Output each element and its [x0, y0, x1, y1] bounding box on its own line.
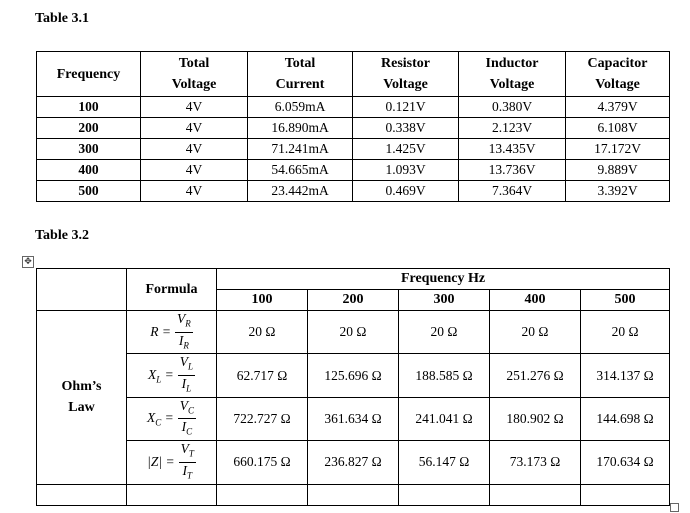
numerator-symbol: V [176, 311, 186, 326]
formula-lhs-symbol: X [147, 366, 157, 382]
numerator-subscript: L [188, 362, 194, 373]
formula-numerator [179, 441, 196, 463]
denominator-subscript: T [186, 470, 192, 481]
numerator-subscript: C [188, 405, 195, 416]
formula-lhs [146, 410, 174, 428]
value-cell: 314.137 Ω [581, 354, 670, 397]
blank-cell [581, 484, 670, 505]
value-cell: 9.889V [566, 160, 670, 181]
frequency-column-header: 200 [308, 290, 399, 311]
formula-numerator [178, 398, 196, 420]
value-cell: 144.698 Ω [581, 397, 670, 440]
formula-denominator [178, 376, 195, 397]
formula-header: Formula [127, 269, 217, 311]
frequency-cell: 400 [37, 160, 141, 181]
value-cell: 13.435V [459, 139, 566, 160]
value-cell: 62.717 Ω [217, 354, 308, 397]
denominator-symbol: I [178, 332, 184, 348]
value-cell: 13.736V [459, 160, 566, 181]
frequency-cell: 500 [37, 181, 141, 202]
table-row [37, 160, 670, 181]
ohms-law-label [37, 311, 127, 485]
table-3-2 [36, 268, 670, 506]
value-cell: 361.634 Ω [308, 397, 399, 440]
value-cell: 20 Ω [399, 311, 490, 354]
value-cell: 4V [141, 118, 248, 139]
table-row [37, 97, 670, 118]
formula-fraction [175, 311, 193, 353]
value-cell: 1.425V [353, 139, 459, 160]
frequency-column-header: 100 [217, 290, 308, 311]
denominator-symbol: I [182, 462, 187, 478]
value-cell: 125.696 Ω [308, 354, 399, 397]
value-cell: 73.173 Ω [490, 441, 581, 484]
frequency-cell: 300 [37, 139, 141, 160]
denominator-subscript: C [186, 427, 193, 438]
header-resistor-voltage: Resistor Voltage [353, 52, 459, 97]
header-capacitor-voltage: Capacitor Voltage [566, 52, 670, 97]
table-row [37, 118, 670, 139]
formula-lhs [147, 366, 174, 385]
blank-cell [490, 484, 581, 505]
value-cell: 4.379V [566, 97, 670, 118]
formula-denominator [179, 463, 196, 484]
value-cell: 251.276 Ω [490, 354, 581, 397]
ohms-law-label-line2: Law [68, 400, 95, 416]
resize-icon[interactable] [670, 503, 679, 512]
table-3-2-header-row [37, 269, 670, 290]
formula-lhs-symbol: X [146, 410, 156, 426]
value-cell: 0.338V [353, 118, 459, 139]
table-row [37, 181, 670, 202]
frequency-hz-header: Frequency Hz [217, 269, 670, 290]
value-cell: 1.093V [353, 160, 459, 181]
value-cell: 236.827 Ω [308, 441, 399, 484]
value-cell: 4V [141, 160, 248, 181]
formula-lhs-equals: = [161, 366, 174, 382]
formula-denominator [178, 419, 196, 440]
formula-fraction [179, 441, 196, 483]
value-cell: 7.364V [459, 181, 566, 202]
move-icon[interactable]: ✥ [22, 256, 34, 268]
formula-lhs-symbol: R = [150, 324, 171, 340]
value-cell: 56.147 Ω [399, 441, 490, 484]
blank-cell [127, 484, 217, 505]
formula-cell [127, 441, 217, 484]
blank-cell [308, 484, 399, 505]
denominator-subscript: R [183, 340, 189, 351]
table-row [37, 397, 670, 440]
formula-lhs [147, 454, 174, 469]
numerator-subscript: T [188, 448, 194, 459]
formula-lhs-symbol: |Z| = [147, 454, 175, 470]
blank-row [37, 484, 670, 505]
value-cell: 722.727 Ω [217, 397, 308, 440]
formula-fraction [178, 354, 195, 396]
formula-numerator [175, 311, 193, 333]
value-cell: 180.902 Ω [490, 397, 581, 440]
frequency-cell: 100 [37, 97, 141, 118]
blank-cell [399, 484, 490, 505]
table-3-1-caption: Table 3.1 [35, 11, 89, 26]
table-row [37, 354, 670, 397]
value-cell: 0.469V [353, 181, 459, 202]
formula-numerator [178, 354, 195, 376]
value-cell: 20 Ω [308, 311, 399, 354]
ohms-law-label-line1: Ohm’s [61, 379, 102, 395]
value-cell: 6.059mA [248, 97, 353, 118]
table-3-1-header-row [37, 52, 670, 97]
blank-cell [217, 484, 308, 505]
value-cell: 4V [141, 181, 248, 202]
value-cell: 71.241mA [248, 139, 353, 160]
numerator-subscript: R [185, 318, 191, 329]
formula-cell [127, 354, 217, 397]
value-cell: 0.380V [459, 97, 566, 118]
value-cell: 17.172V [566, 139, 670, 160]
frequency-column-header: 300 [399, 290, 490, 311]
numerator-symbol: V [179, 397, 188, 413]
value-cell: 20 Ω [217, 311, 308, 354]
value-cell: 20 Ω [581, 311, 670, 354]
formula-fraction [178, 398, 196, 440]
formula-denominator [175, 333, 193, 354]
value-cell: 54.665mA [248, 160, 353, 181]
value-cell: 23.442mA [248, 181, 353, 202]
formula-lhs-subscript: C [155, 417, 162, 428]
frequency-cell: 200 [37, 118, 141, 139]
value-cell: 188.585 Ω [399, 354, 490, 397]
formula-lhs [150, 324, 171, 339]
header-frequency: Frequency [37, 52, 141, 97]
value-cell: 20 Ω [490, 311, 581, 354]
denominator-subscript: L [186, 383, 192, 394]
table-3-2-caption: Table 3.2 [35, 228, 89, 243]
table-row [37, 441, 670, 484]
formula-cell [127, 311, 217, 354]
value-cell: 660.175 Ω [217, 441, 308, 484]
value-cell: 4V [141, 139, 248, 160]
denominator-symbol: I [181, 419, 187, 435]
value-cell: 4V [141, 97, 248, 118]
value-cell: 3.392V [566, 181, 670, 202]
denominator-symbol: I [181, 376, 187, 392]
blank-corner-cell [37, 269, 127, 311]
value-cell: 2.123V [459, 118, 566, 139]
formula-cell [127, 397, 217, 440]
value-cell: 241.041 Ω [399, 397, 490, 440]
frequency-column-header: 400 [490, 290, 581, 311]
table-3-1 [36, 51, 670, 202]
header-total-current: Total Current [248, 52, 353, 97]
frequency-column-header: 500 [581, 290, 670, 311]
value-cell: 16.890mA [248, 118, 353, 139]
numerator-symbol: V [179, 354, 188, 370]
table-row [37, 311, 670, 354]
numerator-symbol: V [180, 441, 189, 457]
formula-lhs-equals: = [161, 410, 174, 426]
formula-lhs-subscript: L [156, 374, 162, 385]
value-cell: 6.108V [566, 118, 670, 139]
blank-cell [37, 484, 127, 505]
header-inductor-voltage: Inductor Voltage [459, 52, 566, 97]
value-cell: 170.634 Ω [581, 441, 670, 484]
value-cell: 0.121V [353, 97, 459, 118]
header-total-voltage: Total Voltage [141, 52, 248, 97]
table-row [37, 139, 670, 160]
